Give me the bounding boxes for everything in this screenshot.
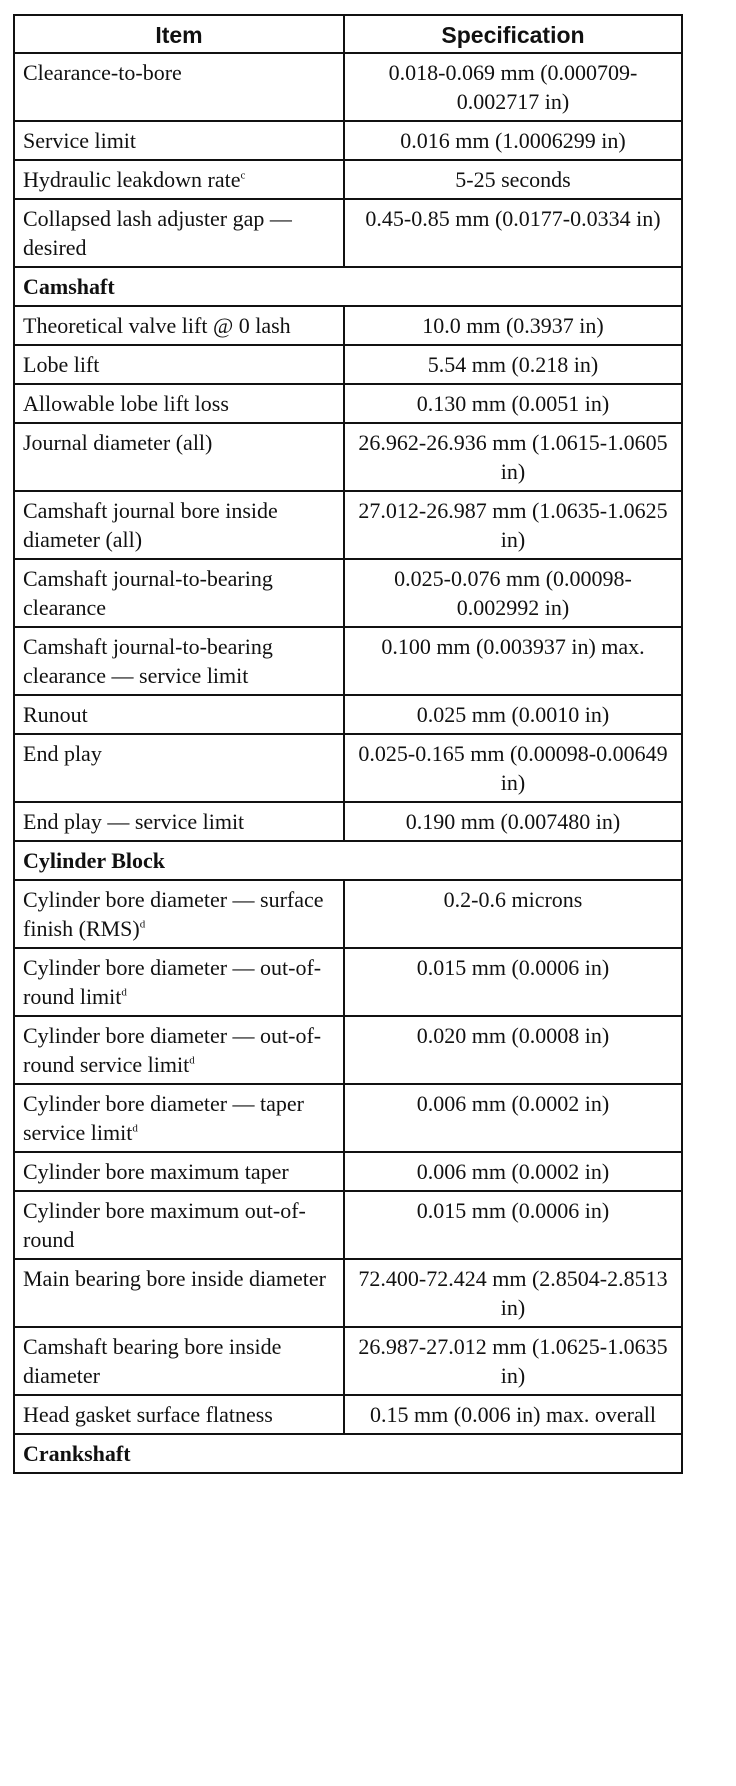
specification-cell: 0.45-0.85 mm (0.0177-0.0334 in) xyxy=(344,199,682,267)
item-cell xyxy=(14,199,344,267)
item-cell xyxy=(14,1395,344,1434)
item-cell xyxy=(14,627,344,695)
specification-cell: 0.020 mm (0.0008 in) xyxy=(344,1016,682,1084)
specification-cell: 0.018-0.069 mm (0.000709-0.002717 in) xyxy=(344,53,682,121)
table-row xyxy=(14,423,682,491)
item-label: Camshaft journal bore inside diameter (all) xyxy=(23,498,278,552)
item-label: End play xyxy=(23,741,102,766)
item-label: Head gasket surface flatness xyxy=(23,1402,273,1427)
item-cell xyxy=(14,306,344,345)
footnote-marker: d xyxy=(139,918,146,931)
item-label: Runout xyxy=(23,702,88,727)
specification-cell: 27.012-26.987 mm (1.0635-1.0625 in) xyxy=(344,491,682,559)
item-cell xyxy=(14,491,344,559)
item-label: Service limit xyxy=(23,128,137,153)
item-cell xyxy=(14,345,344,384)
specification-cell: 0.006 mm (0.0002 in) xyxy=(344,1152,682,1191)
item-label: Camshaft journal-to-bearing clearance — service limit xyxy=(23,634,273,688)
specification-cell: 0.025 mm (0.0010 in) xyxy=(344,695,682,734)
item-cell xyxy=(14,53,344,121)
specification-cell: 5-25 seconds xyxy=(344,160,682,199)
footnote-marker: d xyxy=(121,986,127,999)
specification-table xyxy=(13,14,683,1474)
table-header-row xyxy=(14,15,682,53)
section-title: Crankshaft xyxy=(14,1434,682,1473)
table-row xyxy=(14,880,682,948)
item-cell xyxy=(14,1327,344,1395)
section-header-row xyxy=(14,1434,682,1473)
item-label: End play — service limit xyxy=(23,809,245,834)
table-row xyxy=(14,1016,682,1084)
table-row xyxy=(14,491,682,559)
table-row xyxy=(14,1395,682,1434)
item-label: Main bearing bore inside diameter xyxy=(23,1266,327,1291)
item-label: Journal diameter (all) xyxy=(23,430,213,455)
item-label: Cylinder bore maximum out-of-round xyxy=(23,1198,306,1252)
specification-cell: 0.15 mm (0.006 in) max. overall xyxy=(344,1395,682,1434)
footnote-marker: c xyxy=(240,169,246,182)
specification-cell: 0.006 mm (0.0002 in) xyxy=(344,1084,682,1152)
specification-cell: 0.015 mm (0.0006 in) xyxy=(344,948,682,1016)
item-cell xyxy=(14,1016,344,1084)
item-label: Camshaft bearing bore inside diameter xyxy=(23,1334,282,1388)
item-cell xyxy=(14,948,344,1016)
table-row xyxy=(14,1191,682,1259)
item-label: Cylinder bore diameter — out-of-round service limit xyxy=(23,1023,322,1077)
specification-cell: 72.400-72.424 mm (2.8504-2.8513 in) xyxy=(344,1259,682,1327)
item-cell xyxy=(14,384,344,423)
table-row xyxy=(14,1327,682,1395)
item-cell xyxy=(14,559,344,627)
specification-cell: 0.2-0.6 microns xyxy=(344,880,682,948)
table-row xyxy=(14,802,682,841)
specification-cell: 0.130 mm (0.0051 in) xyxy=(344,384,682,423)
table-row xyxy=(14,199,682,267)
section-title: Cylinder Block xyxy=(14,841,682,880)
footnote-marker: d xyxy=(132,1122,138,1135)
specification-cell: 0.025-0.165 mm (0.00098-0.00649 in) xyxy=(344,734,682,802)
specification-cell: 0.190 mm (0.007480 in) xyxy=(344,802,682,841)
table-row xyxy=(14,948,682,1016)
item-cell xyxy=(14,121,344,160)
footnote-marker: d xyxy=(189,1054,195,1067)
specification-cell: 26.962-26.936 mm (1.0615-1.0605 in) xyxy=(344,423,682,491)
specification-cell: 26.987-27.012 mm (1.0625-1.0635 in) xyxy=(344,1327,682,1395)
specification-cell: 0.100 mm (0.003937 in) max. xyxy=(344,627,682,695)
table-row xyxy=(14,384,682,423)
table-row xyxy=(14,53,682,121)
section-header-row xyxy=(14,841,682,880)
table-row xyxy=(14,121,682,160)
table-row xyxy=(14,734,682,802)
specification-cell: 0.025-0.076 mm (0.00098-0.002992 in) xyxy=(344,559,682,627)
column-header-item: Item xyxy=(14,15,344,53)
item-cell xyxy=(14,1191,344,1259)
item-label: Lobe lift xyxy=(23,352,100,377)
specification-cell: 0.015 mm (0.0006 in) xyxy=(344,1191,682,1259)
item-cell xyxy=(14,1259,344,1327)
item-cell xyxy=(14,802,344,841)
section-header-row xyxy=(14,267,682,306)
table-row xyxy=(14,627,682,695)
column-header-specification: Specification xyxy=(344,15,682,53)
item-cell xyxy=(14,880,344,948)
item-label: Cylinder bore diameter — surface finish (RMS) xyxy=(23,887,324,941)
item-label: Cylinder bore diameter — out-of-round limit xyxy=(23,955,322,1009)
item-label: Hydraulic leakdown rate xyxy=(23,167,241,192)
item-label: Cylinder bore maximum taper xyxy=(23,1159,289,1184)
specification-cell: 10.0 mm (0.3937 in) xyxy=(344,306,682,345)
table-row xyxy=(14,345,682,384)
section-title: Camshaft xyxy=(14,267,682,306)
table-body xyxy=(14,53,682,1473)
table-row xyxy=(14,1259,682,1327)
table-row xyxy=(14,1084,682,1152)
item-label: Theoretical valve lift @ 0 lash xyxy=(23,313,291,338)
table-row xyxy=(14,160,682,199)
item-label: Clearance-to-bore xyxy=(23,60,182,85)
item-cell xyxy=(14,734,344,802)
table-row xyxy=(14,559,682,627)
item-label: Collapsed lash adjuster gap — desired xyxy=(23,206,292,260)
table-row xyxy=(14,695,682,734)
item-cell xyxy=(14,423,344,491)
table-row xyxy=(14,306,682,345)
item-label: Allowable lobe lift loss xyxy=(23,391,229,416)
table-row xyxy=(14,1152,682,1191)
item-label: Camshaft journal-to-bearing clearance xyxy=(23,566,273,620)
item-cell xyxy=(14,695,344,734)
item-cell xyxy=(14,160,344,199)
item-cell xyxy=(14,1084,344,1152)
specification-cell: 0.016 mm (1.0006299 in) xyxy=(344,121,682,160)
item-label: Cylinder bore diameter — taper service limit xyxy=(23,1091,305,1145)
item-cell xyxy=(14,1152,344,1191)
specification-cell: 5.54 mm (0.218 in) xyxy=(344,345,682,384)
